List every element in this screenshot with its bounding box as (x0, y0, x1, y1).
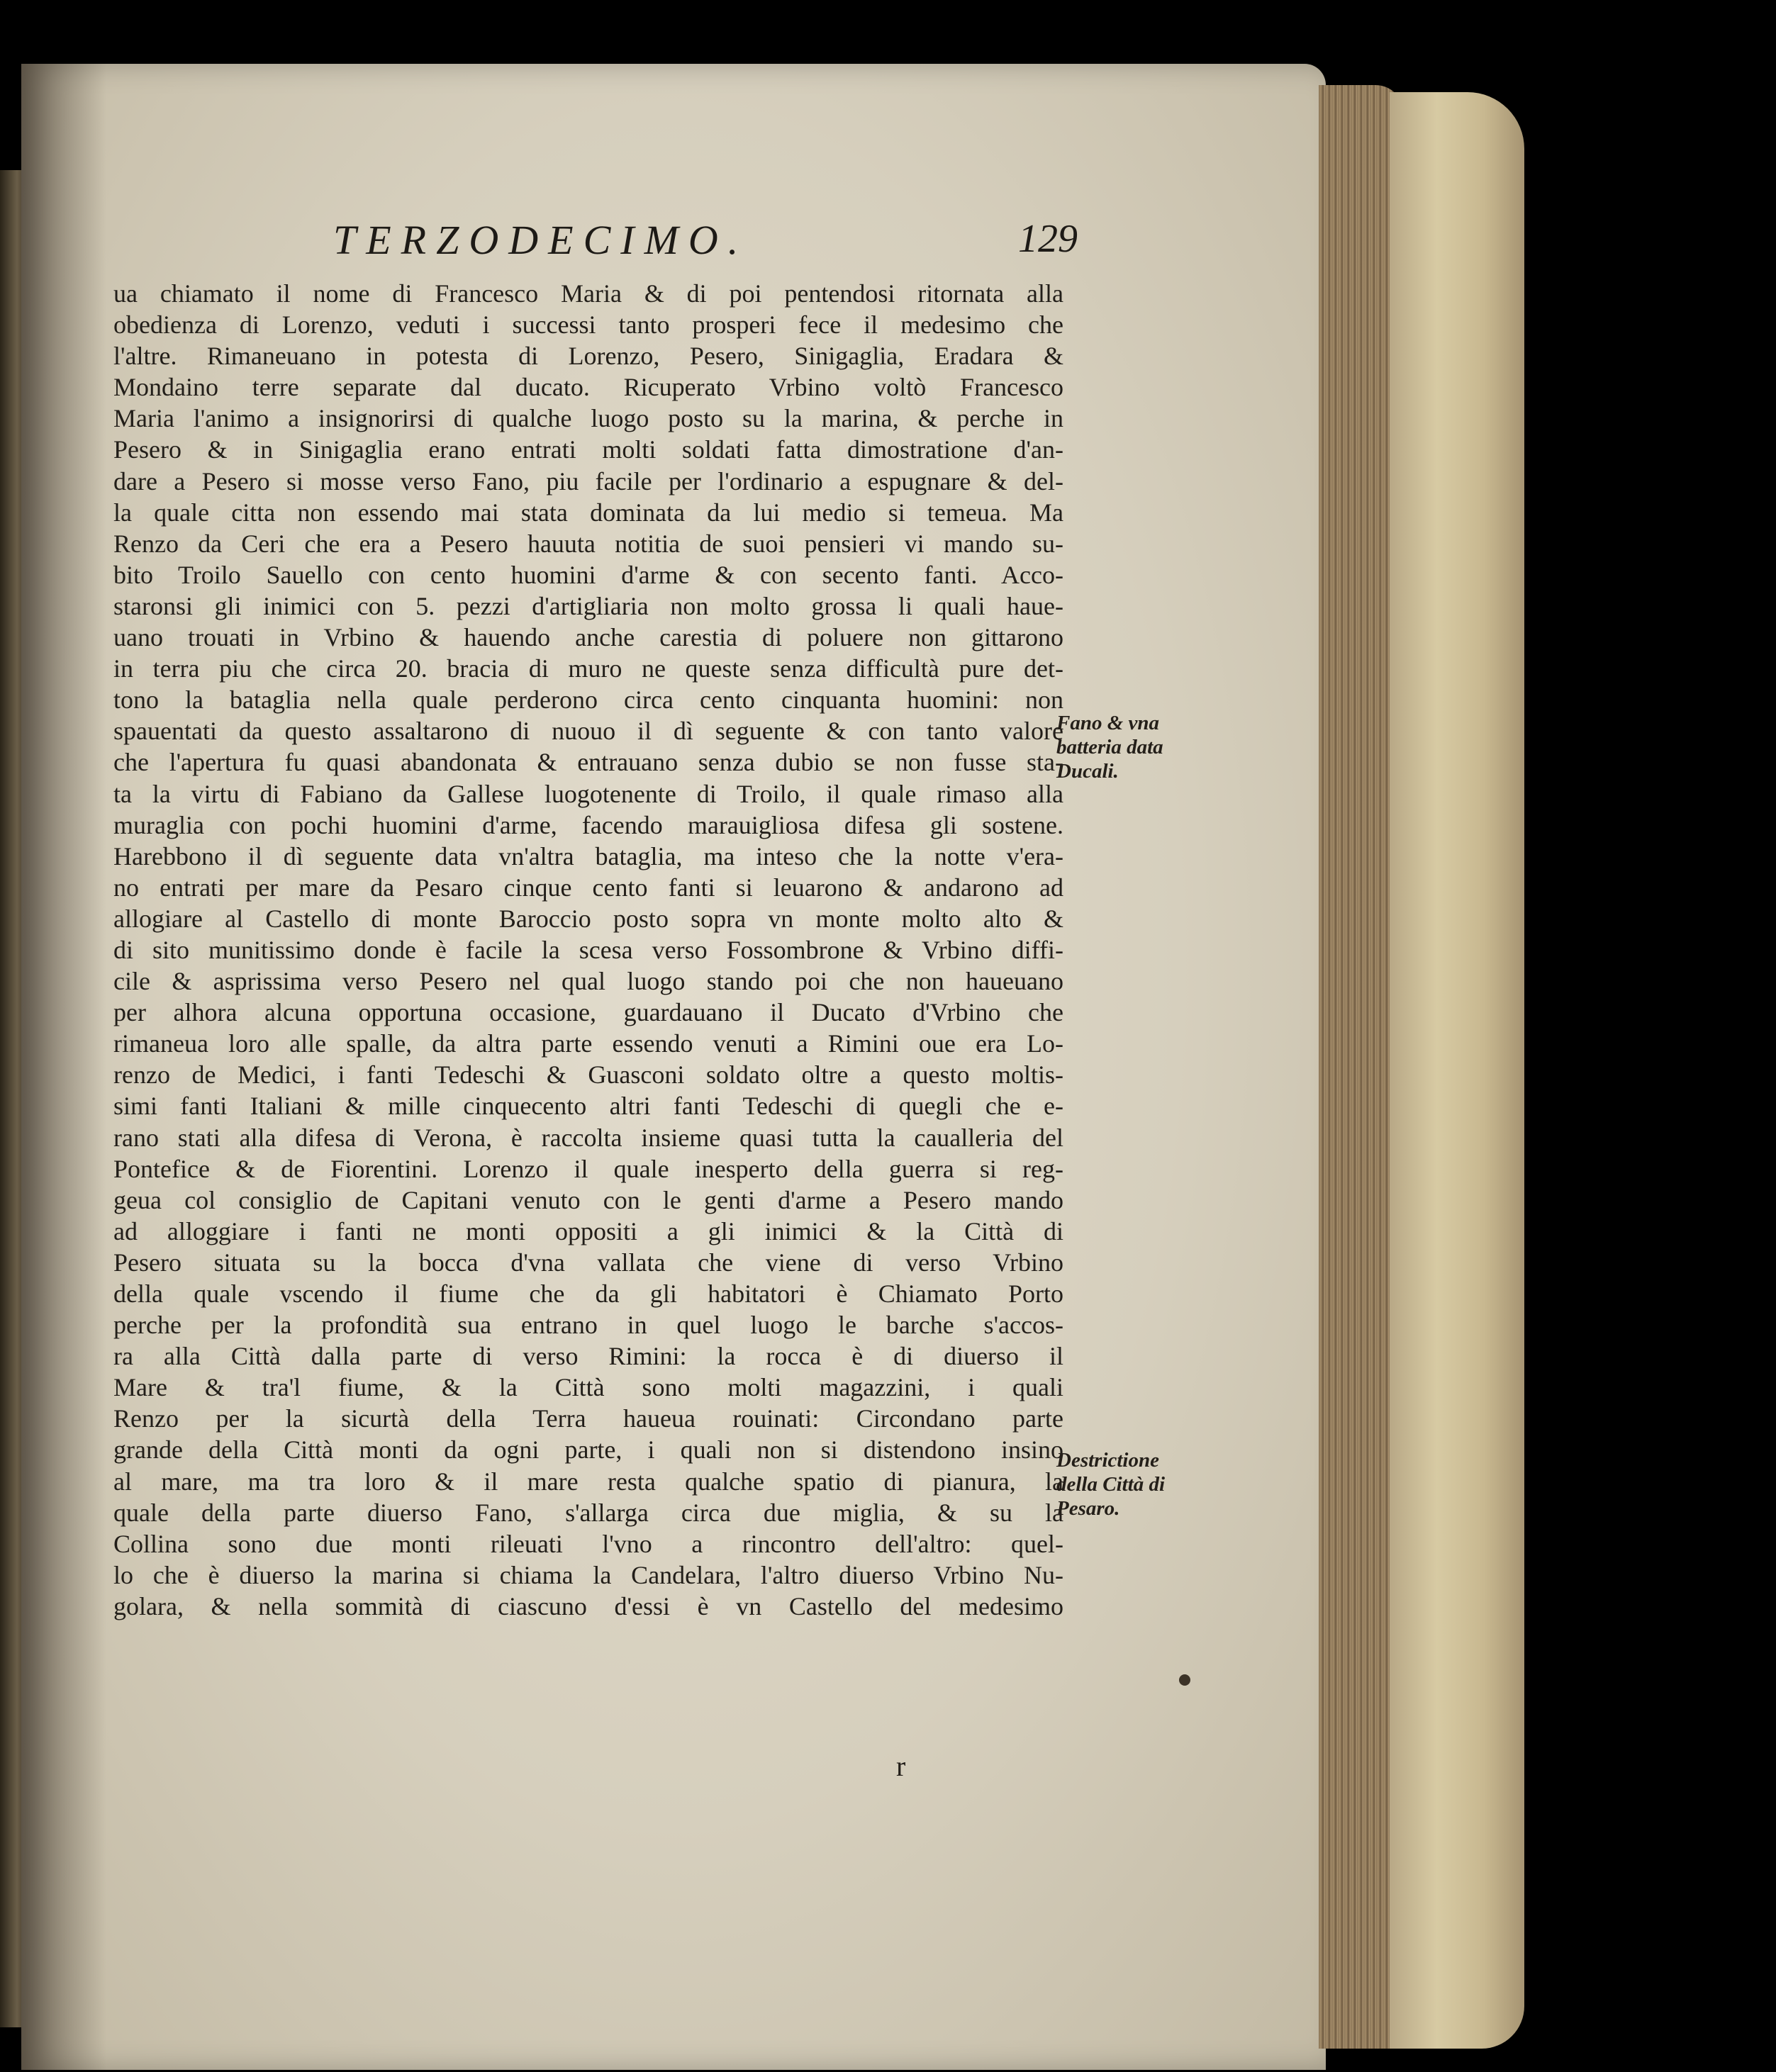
text-line: Renzo da Ceri che era a Pesero hauuta notitia de suoi pensieri vi mando su- (113, 529, 1063, 558)
text-line: Harebbono il dì seguente data vn'altra bataglia, ma inteso che la notte v'era- (113, 841, 1063, 870)
text-line: Pesero & in Sinigaglia erano entrati molti soldati fatta dimostratione d'an- (113, 435, 1063, 464)
text-line: tono la bataglia nella quale perderono circa cento cinquanta huomini: non (113, 685, 1063, 715)
text-line: dare a Pesero si mosse verso Fano, piu facile per l'ordinario a espugnare & del- (113, 466, 1063, 495)
text-line: Collina sono due monti rileuati l'vno a rincontro dell'altro: quel- (113, 1529, 1063, 1558)
text-line: lo che è diuerso la marina si chiama la Candelara, l'altro diuerso Vrbino Nu- (113, 1560, 1063, 1589)
marginal-note-line: Pesaro. (1056, 1497, 1120, 1520)
text-line: Mondaino terre separate dal ducato. Ricuperato Vrbino voltò Francesco (113, 373, 1063, 402)
text-line: obedienza di Lorenzo, veduti i successi tanto prosperi fece il medesimo che (113, 310, 1063, 340)
text-line: della quale vscendo il fiume che da gli habitatori è Chiamato Porto (113, 1279, 1063, 1308)
text-line: rimaneua loro alle spalle, da altra parte essendo venuti a Rimini oue era Lo- (113, 1029, 1063, 1058)
marginal-note-fano (1056, 711, 1198, 783)
text-line: ad alloggiare i fanti ne monti oppositi a gli inimici & la Città di (113, 1216, 1063, 1245)
marginal-note-line: Ducali. (1056, 760, 1119, 783)
marginal-note-line: della Città di (1056, 1473, 1166, 1496)
text-line: l'altre. Rimaneuano in potesta di Lorenzo, Pesero, Sinigaglia, Eradara & (113, 342, 1063, 371)
gutter-shadow (21, 64, 106, 2070)
text-line: la quale citta non essendo mai stata dominata da lui medio si temeua. Ma (113, 498, 1063, 527)
ink-spot (1179, 1674, 1190, 1686)
text-line: staronsi gli inimici con 5. pezzi d'artigliaria non molto grossa li quali haue- (113, 591, 1063, 620)
text-line: renzo de Medici, i fanti Tedeschi & Guasconi soldato oltre a questo moltis- (113, 1060, 1063, 1090)
text-line: geua col consiglio de Capitani venuto con le genti d'arme a Pesero mando (113, 1185, 1063, 1214)
marginal-note-pesaro (1056, 1448, 1198, 1521)
text-line: che l'apertura fu quasi abandonata & entrauano senza dubio se non fusse sta- (113, 748, 1063, 777)
vellum-binding (1390, 92, 1524, 2049)
text-line: cile & asprissima verso Pesero nel qual luogo stando poi che non haueuano (113, 967, 1063, 996)
text-line: ra alla Città dalla parte di verso Rimini: la rocca è di diuerso il (113, 1342, 1063, 1371)
text-line: uano trouati in Vrbino & hauendo anche carestia di poluere non gittarono (113, 623, 1063, 652)
running-title: TERZODECIMO. (333, 217, 749, 263)
text-line: Pontefice & de Fiorentini. Lorenzo il quale inesperto della guerra si reg- (113, 1154, 1063, 1183)
marginal-note-line: Fano & vna (1056, 712, 1160, 734)
text-line: per alhora alcuna opportuna occasione, guardauano il Ducato d'Vrbino che (113, 998, 1063, 1027)
text-line: no entrati per mare da Pesaro cinque cento fanti si leuarono & andarono ad (113, 873, 1063, 902)
text-line: Renzo per la sicurtà della Terra haueua rouinati: Circondano parte (113, 1404, 1063, 1433)
text-line: simi fanti Italiani & mille cinquecento altri fanti Tedeschi di quegli che e- (113, 1092, 1063, 1121)
text-line: perche per la profondità sua entrano in quel luogo le barche s'accos- (113, 1311, 1063, 1340)
text-line: Mare & tra'l fiume, & la Città sono molti magazzini, i quali (113, 1373, 1063, 1402)
text-line: allogiare al Castello di monte Baroccio posto sopra vn monte molto alto & (113, 904, 1063, 933)
marginal-note-line: Destrictione (1056, 1449, 1159, 1472)
text-line: al mare, ma tra loro & il mare resta qualche spatio di pianura, la (113, 1467, 1063, 1496)
text-line: di sito munitissimo donde è facile la scesa verso Fossombrone & Vrbino diffi- (113, 935, 1063, 964)
page-header (333, 216, 1078, 273)
text-line: quale della parte diuerso Fano, s'allarga circa due miglia, & su la (113, 1498, 1063, 1527)
marginal-note-line: batteria data (1056, 736, 1163, 758)
text-line: ua chiamato il nome di Francesco Maria & di poi pentendosi ritornata alla (113, 279, 1063, 308)
body-text (113, 278, 1063, 1622)
text-line: Maria l'animo a insignorirsi di qualche luogo posto su la marina, & perche in (113, 404, 1063, 433)
text-line: in terra piu che circa 20. bracia di muro ne queste senza difficultà pure det- (113, 654, 1063, 683)
text-line: ta la virtu di Fabiano da Gallese luogotenente di Troilo, il quale rimaso alla (113, 779, 1063, 808)
text-line: bito Troilo Sauello con cento huomini d'arme & con secento fanti. Acco- (113, 560, 1063, 589)
text-line: rano stati alla difesa di Verona, è raccolta insieme quasi tutta la caualleria del (113, 1123, 1063, 1152)
text-line: grande della Città monti da ogni parte, i quali non si distendono insino (113, 1435, 1063, 1465)
page-number: 129 (1018, 217, 1078, 261)
signature-mark: r (896, 1750, 906, 1782)
text-line: spauentati da questo assaltarono di nuouo il dì seguente & con tanto valore (113, 717, 1063, 746)
text-line: muraglia con pochi huomini d'arme, facendo marauigliosa difesa gli sostene. (113, 810, 1063, 839)
text-line: Pesero situata su la bocca d'vna vallata che viene di verso Vrbino (113, 1248, 1063, 1277)
text-line: golara, & nella sommità di ciascuno d'essi è vn Castello del medesimo (113, 1591, 1063, 1620)
